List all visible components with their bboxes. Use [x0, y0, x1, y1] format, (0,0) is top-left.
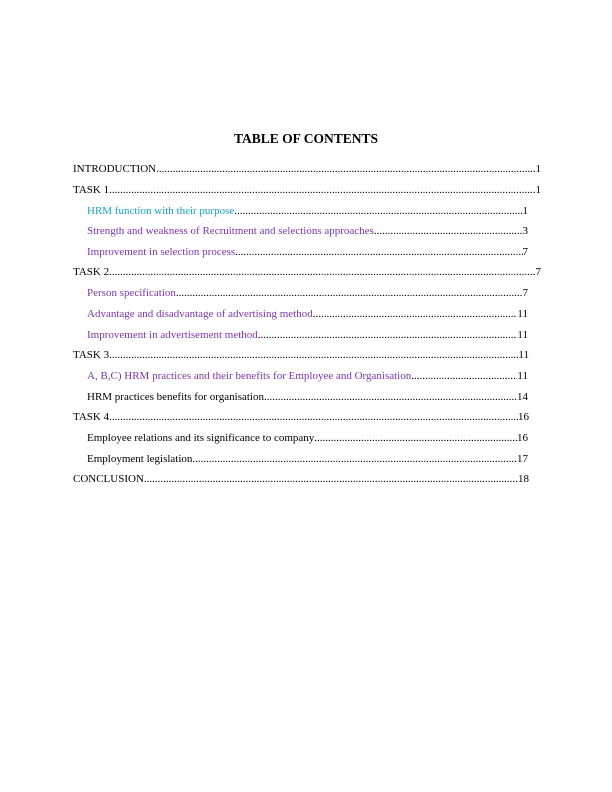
toc-dot-leader: [234, 204, 522, 218]
toc-entry-label: TASK 1: [73, 184, 110, 196]
toc-page-number: 1: [535, 184, 541, 196]
toc-dot-leader: [258, 328, 518, 342]
toc-entry: [73, 265, 541, 279]
toc-page-number: 18: [518, 473, 529, 485]
toc-entry-label: Improvement in advertisement method: [87, 329, 258, 341]
toc-dot-leader: [176, 286, 523, 300]
toc-entry[interactable]: [87, 328, 528, 342]
toc-entry-label: TASK 3: [73, 349, 110, 361]
toc-dot-leader: [109, 410, 518, 424]
toc-entry[interactable]: [87, 245, 528, 259]
toc-dot-leader: [374, 224, 523, 238]
toc-dot-leader: [313, 307, 518, 321]
toc-entry: [87, 390, 528, 404]
toc-entry-label: Employment legislation: [87, 453, 193, 465]
toc-entry: [73, 410, 529, 424]
toc-dot-leader: [109, 348, 518, 362]
toc-entry[interactable]: [87, 224, 528, 238]
toc-entry-label: Person specification: [87, 287, 176, 299]
toc-entry-label: Advantage and disadvantage of advertising method: [87, 308, 313, 320]
toc-page-number: 11: [517, 370, 528, 382]
toc-page-number: 17: [517, 453, 528, 465]
toc-entry: [73, 472, 529, 486]
toc-entry: [73, 183, 541, 197]
toc-entry-label: HRM function with their purpose: [87, 205, 235, 217]
toc-dot-leader: [156, 162, 535, 176]
toc-page-number: 1: [535, 163, 541, 175]
toc-entry: [87, 431, 528, 445]
toc-dot-leader: [109, 265, 535, 279]
toc-page-number: 11: [517, 329, 528, 341]
toc-dot-leader: [411, 369, 517, 383]
toc-entry-label: TASK 4: [73, 411, 110, 423]
toc-entry: [73, 348, 529, 362]
toc-page-number: 11: [518, 349, 529, 361]
toc-page-number: 1: [522, 205, 528, 217]
toc-entry: [87, 452, 528, 466]
toc-page-number: 7: [522, 246, 528, 258]
toc-dot-leader: [144, 472, 518, 486]
toc-page-number: 14: [517, 391, 528, 403]
toc-page-number: 16: [517, 432, 528, 444]
toc-entry-label: HRM practices benefits for organisation: [87, 391, 264, 403]
toc-entry-label: Strength and weakness of Recruitment and selections approaches: [87, 225, 374, 237]
toc-entry-label: CONCLUSION: [73, 473, 144, 485]
toc-dot-leader: [314, 431, 517, 445]
toc-entry[interactable]: [87, 369, 528, 383]
toc-page-number: 11: [517, 308, 528, 320]
toc-dot-leader: [264, 390, 517, 404]
toc-entry-label: Employee relations and its significance to company: [87, 432, 315, 444]
toc-dot-leader: [192, 452, 517, 466]
toc-entry[interactable]: [87, 204, 528, 218]
toc-dot-leader: [235, 245, 522, 259]
toc-entry-label: TASK 2: [73, 266, 110, 278]
toc-entry-label: INTRODUCTION: [73, 163, 157, 175]
toc-page-number: 7: [535, 266, 541, 278]
toc-page-number: 7: [522, 287, 528, 299]
page-title: TABLE OF CONTENTS: [233, 131, 379, 146]
toc-dot-leader: [109, 183, 535, 197]
toc-page-number: 16: [518, 411, 529, 423]
toc-entry-label: A, B,C) HRM practices and their benefits for Employee and Organisation: [87, 370, 412, 382]
toc-entry[interactable]: [87, 307, 528, 321]
toc-entry-label: Improvement in selection process: [87, 246, 236, 258]
toc-entry[interactable]: [87, 286, 528, 300]
toc-entry: [73, 162, 541, 176]
toc-page-number: 3: [522, 225, 528, 237]
